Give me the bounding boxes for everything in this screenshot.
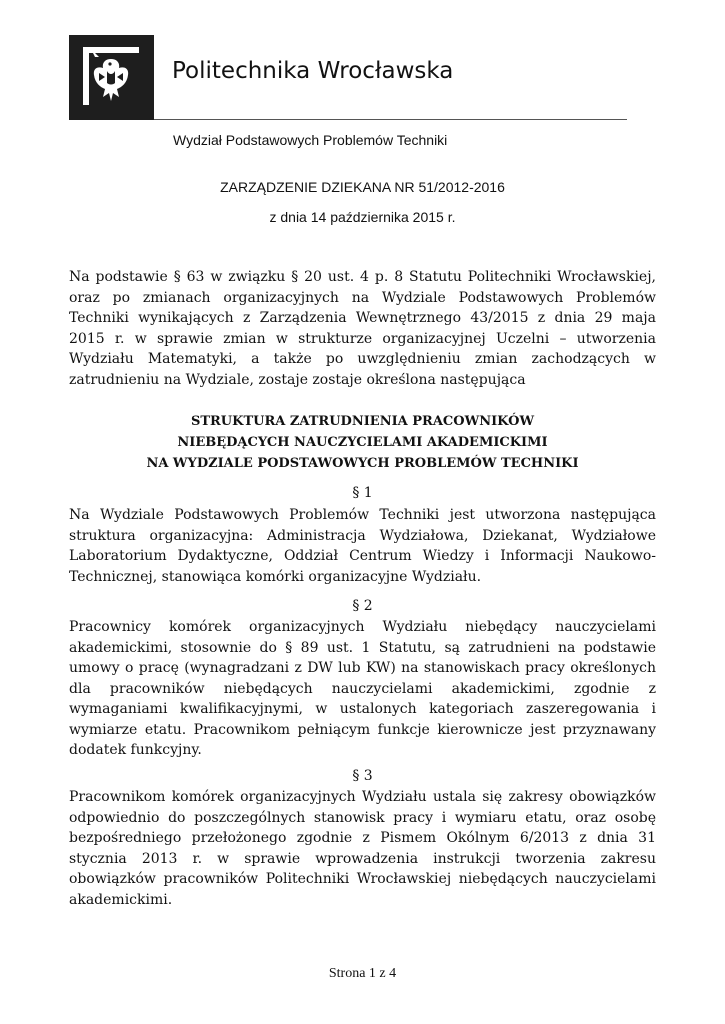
heading-line: NIEBĘDĄCYCH NAUCZYCIELAMI AKADEMICKIMI (177, 435, 548, 450)
header-divider (154, 119, 627, 120)
paragraph-line: Pracownikom komórek organizacyjnych Wydziału ustala się zakresy obowiązków (69, 789, 656, 805)
paragraph-line: bezpośredniego przełożonego zgodnie z Pismem Okólnym 6/2013 z dnia 31 (69, 830, 656, 846)
section-1-paragraph (69, 505, 656, 587)
eagle-emblem-icon (69, 35, 154, 120)
faculty-name: Wydział Podstawowych Problemów Techniki (173, 132, 448, 148)
university-logo (69, 35, 154, 120)
paragraph-line: oraz po zmianach organizacyjnych na Wydziale Podstawowych Problemów (69, 289, 656, 306)
section-1-mark: § 1 (352, 485, 373, 501)
order-date: z dnia 14 października 2015 r. (269, 209, 456, 225)
paragraph-line: Technicznej, stanowiąca komórki organizacyjne Wydziału. (69, 568, 482, 585)
university-name: Politechnika Wrocławska (172, 58, 454, 84)
paragraph-line: akademickimi. (69, 891, 173, 908)
section-3-mark: § 3 (352, 768, 373, 784)
paragraph-line: umowy o pracę (wynagradzani z DW lub KW) na stanowiskach pracy określonych (69, 660, 656, 676)
paragraph-line: wymaganiami kwalifikacyjnymi, w ustalonych kategoriach zaszeregowania i (69, 701, 656, 717)
paragraph-line: Laboratorium Dydaktyczne, Oddział Centrum Wiedzy i Informacji Naukowo- (69, 548, 656, 564)
paragraph-line: Techniki wynikających z Zarządzenia Wewnętrznego 43/2015 z dnia 29 maja (69, 310, 656, 326)
paragraph-line: obowiązków pracowników Politechniki Wrocławskiej niebędących nauczycielami (69, 871, 656, 887)
paragraph-line: Wydziału Matematyki, a także po uwzględnieniu zmian zachodzących w (69, 351, 656, 367)
paragraph-line: wymiarze etatu. Pracownikom pełniącym funkcje kierownicze jest przyznawany (69, 721, 656, 738)
section-2-mark: § 2 (352, 598, 373, 614)
paragraph-line: Na podstawie § 63 w związku § 20 ust. 4 p. 8 Statutu Politechniki Wrocławskiej, (69, 269, 656, 285)
paragraph-line: odpowiednio do poszczególnych stanowisk pracy i wymiaru etatu, oraz osobę (69, 809, 656, 826)
paragraph-line: 2015 r. w sprawie zmian w strukturze organizacyjnej Uczelni – utworzenia (69, 330, 656, 347)
paragraph-line: dodatek funkcyjny. (69, 742, 202, 758)
paragraph-line: akademickimi, stosownie do § 89 ust. 1 Statutu, są zatrudnieni na podstawie (69, 639, 656, 656)
page-number: Strona 1 z 4 (328, 966, 397, 981)
paragraph-line: zatrudnieniu na Wydziale, zostaje zostaje określona następująca (69, 371, 526, 388)
heading-line: STRUKTURA ZATRUDNIENIA PRACOWNIKÓW (190, 414, 535, 429)
heading-line: NA WYDZIALE PODSTAWOWYCH PROBLEMÓW TECHNIKI (146, 456, 579, 471)
order-title: ZARZĄDZENIE DZIEKANA NR 51/2012-2016 (220, 179, 505, 195)
structure-heading (69, 411, 656, 474)
paragraph-line: Pracownicy komórek organizacyjnych Wydziału niebędący nauczycielami (69, 619, 656, 635)
paragraph-line: stycznia 2013 r. w sprawie wprowadzenia instrukcji tworzenia zakresu (69, 850, 656, 867)
section-2-paragraph (69, 617, 656, 761)
intro-paragraph (69, 267, 656, 390)
paragraph-line: Na Wydziale Podstawowych Problemów Techniki jest utworzona następująca (69, 507, 656, 523)
section-3-paragraph (69, 787, 656, 910)
paragraph-line: struktura organizacyjna: Administracja Wydziałowa, Dziekanat, Wydziałowe (69, 527, 656, 544)
paragraph-line: dla pracowników niebędących nauczycielami akademickimi, zgodnie z (69, 680, 656, 697)
